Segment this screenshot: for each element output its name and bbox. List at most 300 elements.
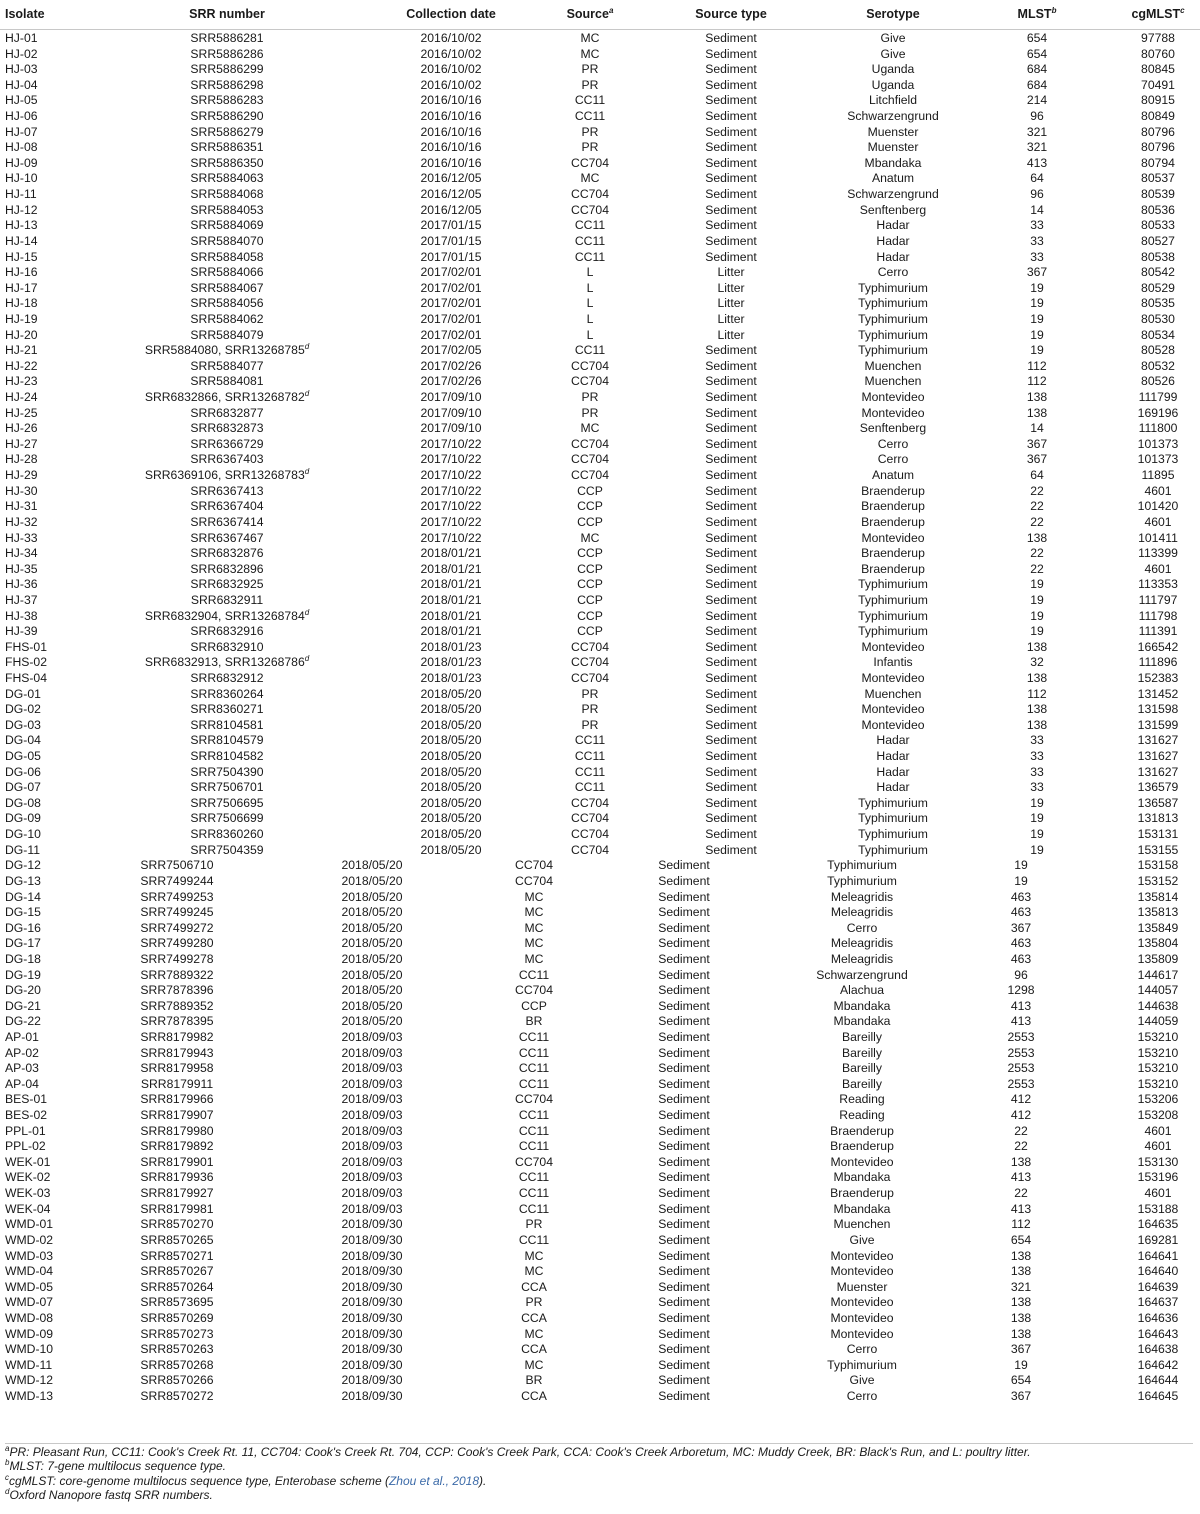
collection-date-cell: 2016/10/02 [420, 62, 482, 77]
table-row [0, 890, 1200, 906]
source-type-cell: Sediment [705, 749, 757, 764]
header-isolate: Isolate [5, 7, 45, 21]
collection-date-cell: 2018/01/21 [420, 592, 482, 607]
mlst-cell: 22 [1030, 483, 1044, 498]
serotype-cell: Montevideo [830, 1326, 894, 1341]
srr-number-cell: SRR5884066 [190, 265, 264, 280]
source-cell: CC704 [571, 670, 609, 685]
srr-number-cell: SRR6367404 [190, 499, 264, 514]
isolate-cell: HJ-02 [5, 46, 38, 61]
isolate-cell: WEK-02 [5, 1170, 51, 1185]
serotype-cell: Typhimurium [858, 624, 928, 639]
cgmlst-cell: 111799 [1138, 390, 1178, 405]
footnote-mark: d [304, 607, 310, 617]
table-row [0, 78, 1200, 94]
isolate-cell: DG-15 [5, 905, 41, 920]
collection-date-cell: 2018/01/21 [420, 561, 482, 576]
isolate-cell: HJ-08 [5, 140, 38, 155]
source-cell: PR [581, 686, 599, 701]
source-type-cell: Sediment [658, 1279, 710, 1294]
source-cell: L [586, 327, 594, 342]
isolate-cell: WMD-05 [5, 1279, 54, 1294]
source-type-cell: Sediment [658, 1014, 710, 1029]
source-cell: CC11 [518, 1186, 550, 1201]
isolate-cell: DG-01 [5, 686, 41, 701]
collection-date-cell: 2018/05/20 [420, 717, 482, 732]
citation-link[interactable]: Zhou et al., 2018 [388, 1473, 480, 1488]
srr-number-cell: SRR5884062 [190, 311, 264, 326]
footnote-d: $^d$Oxford Nanopore fastq SRR numbers. [5, 1487, 213, 1503]
srr-number-cell: SRR5884068 [190, 187, 264, 202]
isolate-cell: HJ-16 [5, 265, 38, 280]
collection-date-cell: 2018/09/03 [341, 1139, 403, 1154]
header-cgmlst: cgMLST$^c$ [1131, 5, 1185, 21]
srr-number-cell: SRR7506699 [190, 811, 264, 826]
source-type-cell: Sediment [658, 983, 710, 998]
source-cell: MC [524, 1264, 544, 1279]
cgmlst-cell: 164645 [1137, 1389, 1179, 1404]
serotype-cell: Muenchen [864, 686, 922, 701]
serotype-cell: Muenster [836, 1279, 888, 1294]
footnote-a: $^a$PR: Pleasant Run, CC11: Cook's Creek Rt. 11, CC704: Cook's Creek Rt. 704, CCP: Cook's Creek Park, CCA: Cook's Creek Arboretum, MC: Muddy Creek, BR: Black's Run, and L: poultry litter. [5, 1444, 1031, 1459]
source-cell: CC11 [518, 1061, 550, 1076]
table-row [0, 936, 1200, 952]
isolate-cell: PPL-02 [5, 1139, 46, 1154]
srr-number-cell: SRR8360264 [190, 686, 264, 701]
serotype-cell: Senftenberg [859, 202, 927, 217]
mlst-cell: 321 [1026, 140, 1048, 155]
serotype-cell: Anatum [871, 468, 915, 483]
source-type-cell: Sediment [658, 1248, 710, 1263]
serotype-cell: Typhimurium [827, 858, 897, 873]
cgmlst-cell: 169281 [1137, 1232, 1179, 1247]
source-type-cell: Sediment [705, 171, 757, 186]
cgmlst-cell: 80528 [1141, 343, 1175, 358]
serotype-cell: Litchfield [868, 93, 918, 108]
srr-number-cell: SRR8360271 [190, 702, 264, 717]
srr-number-cell: SRR8570267 [140, 1264, 214, 1279]
source-type-cell: Sediment [705, 670, 757, 685]
mlst-cell: 413 [1026, 155, 1048, 170]
table-row [0, 1233, 1200, 1249]
source-type-cell: Litter [717, 311, 745, 326]
serotype-cell: Braenderup [830, 1123, 894, 1138]
mlst-cell: 19 [1030, 624, 1044, 639]
collection-date-cell: 2018/05/20 [341, 905, 403, 920]
source-type-cell: Sediment [658, 1108, 710, 1123]
isolate-cell: HJ-17 [5, 280, 38, 295]
mlst-cell: 367 [1010, 1389, 1032, 1404]
srr-number-cell: SRR6832877 [190, 405, 264, 420]
isolate-cell: FHS-01 [5, 639, 47, 654]
srr-number-cell: SRR5884080, SRR13268785$^d$ [144, 342, 310, 358]
isolate-cell: AP-03 [5, 1061, 39, 1076]
cgmlst-cell: 144057 [1137, 983, 1179, 998]
source-type-cell: Sediment [658, 905, 710, 920]
mlst-cell: 19 [1030, 811, 1044, 826]
srr-number-cell: SRR8179958 [140, 1061, 214, 1076]
serotype-cell: Meleagridis [830, 936, 894, 951]
serotype-cell: Alachua [839, 983, 885, 998]
source-type-cell: Sediment [705, 46, 757, 61]
srr-number-cell: SRR8570272 [140, 1389, 214, 1404]
source-type-cell: Sediment [658, 1092, 710, 1107]
source-cell: CC704 [571, 468, 609, 483]
collection-date-cell: 2018/01/21 [420, 577, 482, 592]
table-row [0, 874, 1200, 890]
table-row [0, 421, 1200, 437]
serotype-cell: Hadar [876, 733, 910, 748]
mlst-cell: 138 [1026, 390, 1048, 405]
serotype-cell: Montevideo [830, 1248, 894, 1263]
cgmlst-cell: 131598 [1137, 702, 1179, 717]
mlst-cell: 19 [1030, 795, 1044, 810]
srr-number-cell: SRR6832910 [190, 639, 264, 654]
source-type-cell: Sediment [658, 1217, 710, 1232]
collection-date-cell: 2018/01/23 [420, 655, 482, 670]
table-row [0, 858, 1200, 874]
source-cell: CC11 [518, 1045, 550, 1060]
collection-date-cell: 2016/12/05 [420, 187, 482, 202]
collection-date-cell: 2018/09/30 [341, 1295, 403, 1310]
isolate-cell: AP-01 [5, 1030, 39, 1044]
serotype-cell: Give [880, 31, 906, 45]
collection-date-cell: 2018/01/21 [420, 546, 482, 561]
serotype-cell: Typhimurium [858, 280, 928, 295]
collection-date-cell: 2018/09/03 [341, 1154, 403, 1169]
source-cell: CCP [577, 577, 603, 592]
source-cell: MC [580, 530, 600, 545]
isolate-cell: WMD-11 [5, 1357, 53, 1372]
table-row [0, 1124, 1200, 1140]
source-type-cell: Sediment [658, 1264, 710, 1279]
serotype-cell: Typhimurium [858, 343, 928, 358]
source-cell: PR [581, 717, 599, 732]
cgmlst-cell: 80535 [1141, 296, 1175, 311]
source-cell: MC [580, 171, 600, 186]
cgmlst-cell: 101411 [1138, 530, 1178, 545]
header-srr-number: SRR number [189, 7, 265, 21]
srr-number-cell: SRR7504390 [190, 764, 264, 779]
table-row [0, 702, 1200, 718]
source-cell: MC [524, 1248, 544, 1263]
cgmlst-cell: 131599 [1137, 717, 1179, 732]
mlst-cell: 19 [1030, 343, 1044, 358]
source-cell: CCP [577, 561, 603, 576]
table-row [0, 1217, 1200, 1233]
source-cell: CC11 [574, 343, 606, 358]
table-row [0, 281, 1200, 297]
cgmlst-cell: 113399 [1138, 546, 1178, 561]
table-row [0, 905, 1200, 921]
isolate-cell: HJ-27 [5, 436, 38, 451]
table-row [0, 1077, 1200, 1093]
collection-date-cell: 2017/02/01 [420, 280, 482, 295]
mlst-cell: 654 [1010, 1232, 1032, 1247]
table-row [0, 312, 1200, 328]
cgmlst-cell: 4601 [1144, 483, 1172, 498]
mlst-cell: 463 [1010, 936, 1032, 951]
mlst-cell: 412 [1010, 1092, 1032, 1107]
source-type-cell: Sediment [658, 1123, 710, 1138]
source-cell: PR [581, 140, 599, 155]
table-row [0, 171, 1200, 187]
serotype-cell: Montevideo [830, 1154, 894, 1169]
source-type-cell: Sediment [705, 827, 757, 842]
isolate-cell: WMD-02 [5, 1232, 54, 1247]
collection-date-cell: 2018/09/30 [341, 1248, 403, 1263]
srr-number-cell: SRR7889352 [140, 998, 214, 1013]
cgmlst-cell: 164639 [1137, 1279, 1179, 1294]
cgmlst-cell: 80849 [1141, 109, 1175, 124]
isolate-cell: WEK-04 [5, 1201, 51, 1216]
source-type-cell: Sediment [658, 1030, 710, 1044]
source-type-cell: Sediment [658, 1326, 710, 1341]
source-type-cell: Sediment [705, 655, 757, 670]
table-row [0, 1358, 1200, 1374]
srr-number-cell: SRR7506701 [190, 780, 264, 795]
table-row [0, 983, 1200, 999]
isolate-cell: HJ-28 [5, 452, 38, 467]
source-type-cell: Sediment [705, 733, 757, 748]
srr-number-cell: SRR5886279 [190, 124, 264, 139]
isolate-cell: HJ-14 [5, 233, 38, 248]
collection-date-cell: 2018/09/30 [341, 1326, 403, 1341]
collection-date-cell: 2017/09/10 [420, 390, 482, 405]
isolate-cell: DG-22 [5, 1014, 41, 1029]
srr-number-cell: SRR8179901 [140, 1154, 214, 1169]
serotype-cell: Montevideo [861, 717, 925, 732]
source-type-cell: Sediment [658, 1389, 710, 1404]
mlst-cell: 19 [1014, 1357, 1028, 1372]
mlst-cell: 33 [1030, 780, 1044, 795]
collection-date-cell: 2018/05/20 [420, 749, 482, 764]
source-type-cell: Sediment [658, 1357, 710, 1372]
serotype-cell: Hadar [876, 764, 910, 779]
srr-number-cell: SRR6832896 [190, 561, 264, 576]
mlst-cell: 138 [1010, 1154, 1032, 1169]
source-cell: PR [525, 1217, 543, 1232]
isolate-cell: DG-16 [5, 920, 41, 935]
mlst-cell: 138 [1026, 717, 1048, 732]
srr-number-cell: SRR7499278 [140, 951, 214, 966]
source-cell: CC11 [518, 1232, 550, 1247]
table-row [0, 125, 1200, 141]
serotype-cell: Braenderup [861, 483, 925, 498]
table-row [0, 203, 1200, 219]
serotype-cell: Muenchen [864, 374, 922, 389]
table-row [0, 843, 1200, 859]
table-row [0, 1186, 1200, 1202]
cgmlst-cell: 153158 [1137, 858, 1179, 873]
cgmlst-cell: 80760 [1141, 46, 1175, 61]
isolate-cell: HJ-38 [5, 608, 38, 623]
source-type-cell: Litter [717, 327, 745, 342]
cgmlst-cell: 80539 [1141, 187, 1175, 202]
cgmlst-cell: 113353 [1138, 577, 1178, 592]
mlst-cell: 19 [1030, 592, 1044, 607]
mlst-cell: 463 [1010, 905, 1032, 920]
table-row [0, 1249, 1200, 1265]
source-type-cell: Sediment [658, 1295, 710, 1310]
source-type-cell: Sediment [705, 436, 757, 451]
mlst-cell: 19 [1030, 280, 1044, 295]
source-cell: CC11 [574, 764, 606, 779]
cgmlst-cell: 4601 [1144, 1123, 1172, 1138]
source-type-cell: Litter [717, 265, 745, 280]
collection-date-cell: 2018/01/23 [420, 639, 482, 654]
cgmlst-cell: 164643 [1137, 1326, 1179, 1341]
serotype-cell: Reading [839, 1108, 885, 1123]
srr-number-cell: SRR8570268 [140, 1357, 214, 1372]
cgmlst-cell: 4601 [1144, 1186, 1172, 1201]
source-cell: CC11 [574, 109, 606, 124]
serotype-cell: Schwarzengrund [816, 967, 908, 982]
footnote-mark: d [304, 342, 310, 352]
srr-number-cell: SRR8570266 [140, 1373, 214, 1388]
mlst-cell: 112 [1027, 374, 1047, 389]
mlst-cell: 463 [1010, 951, 1032, 966]
serotype-cell: Braenderup [861, 499, 925, 514]
source-cell: PR [581, 124, 599, 139]
collection-date-cell: 2017/02/26 [420, 374, 482, 389]
serotype-cell: Cerro [877, 436, 909, 451]
source-cell: CC704 [571, 374, 609, 389]
source-cell: CC704 [515, 858, 553, 873]
cgmlst-cell: 80532 [1141, 358, 1175, 373]
mlst-cell: 19 [1030, 296, 1044, 311]
mlst-cell: 138 [1010, 1310, 1032, 1325]
mlst-cell: 22 [1030, 499, 1044, 514]
source-cell: BR [525, 1373, 543, 1388]
table-row [0, 359, 1200, 375]
cgmlst-cell: 166542 [1137, 639, 1179, 654]
source-cell: CC704 [515, 983, 553, 998]
mlst-cell: 96 [1030, 109, 1044, 124]
isolate-cell: DG-17 [5, 936, 41, 951]
mlst-cell: 19 [1014, 858, 1028, 873]
isolate-cell: HJ-11 [5, 187, 37, 202]
collection-date-cell: 2018/09/30 [341, 1389, 403, 1404]
collection-date-cell: 2018/09/03 [341, 1076, 403, 1091]
source-cell: CCP [521, 998, 547, 1013]
mlst-cell: 138 [1010, 1326, 1032, 1341]
srr-number-cell: SRR8570269 [140, 1310, 214, 1325]
source-type-cell: Sediment [658, 858, 710, 873]
collection-date-cell: 2018/05/20 [341, 983, 403, 998]
mlst-cell: 33 [1030, 233, 1044, 248]
cgmlst-cell: 164641 [1137, 1248, 1179, 1263]
cgmlst-cell: 164635 [1137, 1217, 1179, 1232]
source-cell: PR [581, 62, 599, 77]
table-row [0, 968, 1200, 984]
cgmlst-cell: 153206 [1137, 1092, 1179, 1107]
cgmlst-cell: 101420 [1137, 499, 1179, 514]
isolate-cell: HJ-13 [5, 218, 38, 233]
cgmlst-cell: 144059 [1137, 1014, 1179, 1029]
serotype-cell: Mbandaka [833, 1201, 891, 1216]
collection-date-cell: 2017/10/22 [420, 483, 482, 498]
isolate-cell: HJ-36 [5, 577, 38, 592]
source-cell: CC11 [574, 218, 606, 233]
serotype-cell: Hadar [876, 233, 910, 248]
mlst-cell: 654 [1010, 1373, 1032, 1388]
collection-date-cell: 2016/10/02 [420, 31, 482, 45]
mlst-cell: 64 [1030, 468, 1044, 483]
source-type-cell: Sediment [705, 77, 757, 92]
isolate-cell: WMD-10 [5, 1342, 54, 1357]
srr-number-cell: SRR8573695 [140, 1295, 214, 1310]
isolate-cell: WMD-13 [5, 1389, 54, 1404]
srr-number-cell: SRR7878395 [140, 1014, 214, 1029]
table-row [0, 218, 1200, 234]
source-type-cell: Sediment [658, 967, 710, 982]
collection-date-cell: 2018/09/03 [341, 1030, 403, 1044]
srr-number-cell: SRR7499244 [140, 873, 214, 888]
source-cell: CC11 [518, 1030, 550, 1044]
isolate-cell: DG-03 [5, 717, 41, 732]
isolate-cell: HJ-09 [5, 155, 38, 170]
cgmlst-cell: 80796 [1141, 140, 1175, 155]
header-serotype: Serotype [866, 7, 920, 21]
source-type-cell: Sediment [705, 639, 757, 654]
cgmlst-cell: 111800 [1138, 421, 1178, 436]
table-row [0, 952, 1200, 968]
source-type-cell: Sediment [658, 1232, 710, 1247]
serotype-cell: Muenster [867, 124, 919, 139]
serotype-cell: Cerro [846, 1342, 878, 1357]
mlst-cell: 367 [1010, 1342, 1032, 1357]
cgmlst-cell: 80534 [1141, 327, 1175, 342]
source-cell: CCP [577, 624, 603, 639]
collection-date-cell: 2018/05/20 [420, 795, 482, 810]
source-type-cell: Sediment [705, 202, 757, 217]
cgmlst-cell: 131813 [1137, 811, 1179, 826]
source-cell: CC704 [571, 842, 609, 857]
source-cell: CC704 [571, 358, 609, 373]
collection-date-cell: 2017/01/15 [420, 249, 482, 264]
mlst-cell: 138 [1026, 405, 1048, 420]
serotype-cell: Cerro [846, 1389, 878, 1404]
table-row [0, 468, 1200, 484]
serotype-cell: Montevideo [861, 405, 925, 420]
collection-date-cell: 2016/10/16 [420, 124, 482, 139]
serotype-cell: Reading [839, 1092, 885, 1107]
isolate-cell: HJ-26 [5, 421, 38, 436]
cgmlst-cell: 80537 [1141, 171, 1175, 186]
source-cell: PR [581, 702, 599, 717]
source-type-cell: Sediment [705, 561, 757, 576]
table-row [0, 593, 1200, 609]
srr-number-cell: SRR8179892 [140, 1139, 214, 1154]
cgmlst-cell: 80526 [1141, 374, 1175, 389]
mlst-cell: 413 [1010, 998, 1032, 1013]
serotype-cell: Give [849, 1373, 875, 1388]
srr-number-cell: SRR7499253 [140, 889, 214, 904]
srr-number-cell: SRR6832912 [190, 670, 264, 685]
footnote-mark: d [304, 654, 310, 664]
cgmlst-cell: 111798 [1138, 608, 1178, 623]
serotype-cell: Meleagridis [830, 951, 894, 966]
collection-date-cell: 2017/02/01 [420, 311, 482, 326]
collection-date-cell: 2017/10/22 [420, 436, 482, 451]
mlst-cell: 654 [1026, 46, 1048, 61]
source-cell: CCP [577, 546, 603, 561]
source-cell: CC11 [518, 1076, 550, 1091]
cgmlst-cell: 4601 [1144, 514, 1172, 529]
source-type-cell: Sediment [658, 1139, 710, 1154]
collection-date-cell: 2017/02/01 [420, 265, 482, 280]
